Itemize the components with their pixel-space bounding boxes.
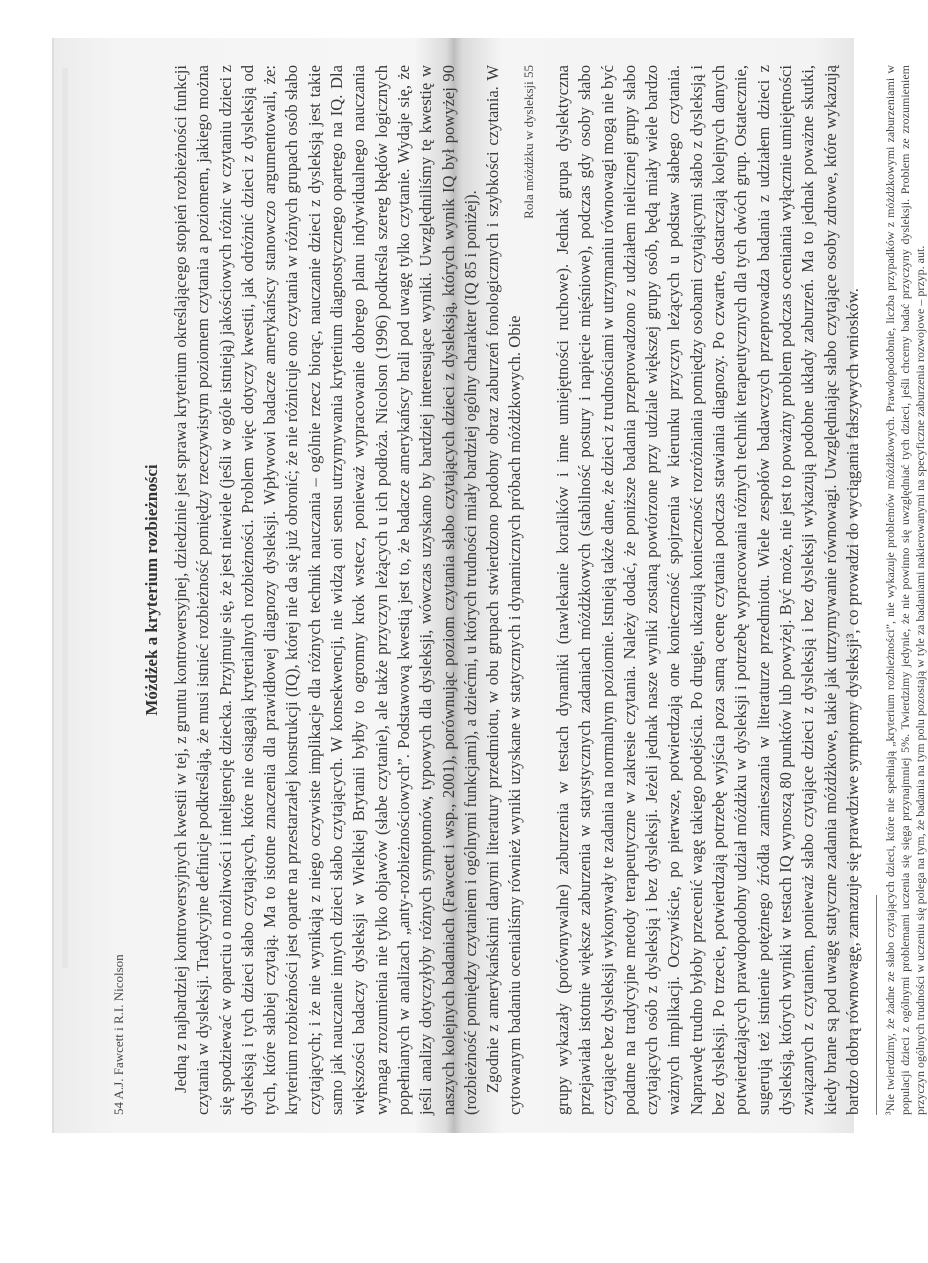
left-paragraph-2: Zgodnie z amerykańskimi danymi literatury przedmiotu, w obu grupach stwierdzono podobny obraz zaburzeń fonologicznych i szybkości czytania. W cytowanym badaniu ocenialiśmy również wyniki uzyskane w statycznych i dynamicznych próbach móżdżkowych. Obie: [483, 65, 525, 1115]
right-page: [520, 65, 928, 1115]
left-running-head: 54 A.J. Fawcett i R.I. Nicolson: [111, 954, 126, 1115]
right-paragraph-1: grupy wykazały (porównywalne) zaburzenia w testach dynamiki (nawlekanie koralików i inne umiejętności ruchowe). Jednak grupa dyslektyczna przejawiała istotnie większe zaburzenia w statystycznych zadaniach móżdżkowych (stabilność postury i napięcie mięśniowe), podczas gdy osoby słabo czytające bez dysleksji wykonywały te zadania na normalnym poziomie. Istnieją także dane, że dzieci z trudnościami w utrzymaniu równowagi mogą nie być podatne na tradycyjne metody terapeutyczne w zakresie czytania. Należy dodać, że poniższe badania przeprowadzono z udziałem nielicznej grupy słabo czytających osób z dysleksją i bez dysleksji. Jeżeli jednak nasze wyniki zostaną powtórzone przy udziale większej grupy osób, będą miały wiele bardzo ważnych implikacji. Oczywiście, po pierwsze, potwierdzają one konieczność spojrzenia w kierunku przyczyn leżących u podstaw słabego czytania. Naprawdę trudno byłoby przecenić wagę takiego podejścia. Po drugie, ukazują konieczność rozróżniania pomiędzy osobami czytającymi słabo z dysleksją i bez dysleksji. Po trzecie, potwierdzają potrzebę wyjścia poza samą ocenę czytania podczas stawiania diagnozy. Po czwarte, dostarczają kolejnych danych potwierdzających prawdopodobny udział móżdżku w dysleksji i potrzebę wypracowania różnych technik terapeutycznych dla tych dwóch grup. Ostatecznie, sugerują też istnienie potężnego źródła zamieszania w literaturze przedmiotu. Wiele zespołów badawczych przeprowadza badania z udziałem dzieci z dysleksją, których wyniki w testach IQ wynoszą 80 punktów lub powyżej. Być może, nie jest to poważny problem podczas oceniania wyłącznie umiejętności związanych z czytaniem, ponieważ słabo czytające dzieci z dysleksją i bez dysleksji wykazują podobne układy zaburzeń. Ma to jednak poważne skutki, kiedy brane są pod uwagę statyczne zadania móżdżkowe, takie jak utrzymywanie równowagi. Uwzględniając słabo czytające osoby zdrowe, które wykazują bardzo dobrą równowagę, zamazuje się prawdziwe symptomy dysleksji³, co prowadzi do wyciągania fałszywych wniosków.: [553, 65, 862, 1115]
footnote: ³Nie twierdzimy, że żadne ze słabo czytających dzieci, które nie spełniają „kryterium rozbieżności”, nie wykazuje problemów móżdżkowych. Prawdopodobnie, liczba przypadków z móżdżkowymi zaburzeniami w populacji dzieci z ogólnymi problemami uczenia się sięga przynajmniej 5%. Twierdzimy jedynie, że nie powinno się uwzględniać tych dzieci, jeśli chcemy badać przyczyny dysleksji. Problem ze zrozumieniem przyczyn ogólnych trudności w uczeniu się polega na tym, że badania na tym polu pozostają w tyle za badaniami nakierowanymi na specyficzne zaburzenia rozwojowe – przyp. aut.: [883, 65, 928, 1115]
left-paragraph-1: Jedną z najbardziej kontrowersyjnych kwestii w tej, z gruntu kontrowersyjnej, dziedzinie jest sprawa kryterium określającego stopień rozbieżności funkcji czytania w dysleksji. Tradycyjne definicje podkreślają, że musi istnieć rozbieżność pomiędzy rzeczywistym poziomem czytania a poziomem, jakiego można się spodziewać w oparciu o możliwości i inteligencję dziecka. Przyjmuje się, że jest niewiele (jeśli w ogóle istnieją) jakościowych różnic w czytaniu dzieci z dysleksją i tych dzieci słabo czytających, które nie osiągają kryterialnych rozbieżności. Problem więc dotyczy kwestii, jak odróżnić dzieci z dysleksją od tych, które słabiej czytają. Ma to istotne znaczenia dla prawidłowej diagnozy dysleksji. Wpływowi badacze amerykańscy stanowczo argumentowali, że: kryterium rozbieżności jest oparte na przestarzałej konstrukcji (IQ), której nie da się już obronić; że nie różnicuje ono czytania w różnych grupach osób słabo czytających; i że nie wynikają z niego oczywiste implikacje dla różnych technik nauczania – ogólnie rzecz biorąc, nauczanie dzieci z dysleksją jest takie samo jak nauczanie innych dzieci słabo czytających. W konsekwencji, nie widzą oni sensu utrzymywania kryterium diagnostycznego opartego na IQ. Dla większości badaczy dysleksji w Wielkiej Brytanii byłby to ogromny krok wstecz, ponieważ wypracowanie dobrego planu indywidualnego nauczania wymaga zrozumienia nie tylko objawów (słabe czytanie), ale także przyczyn leżących u ich podłoża. Nicolson (1996) podkreśla szereg błędów logicznych popełnianych w analizach „anty-rozbieżnościowych”. Podstawową kwestią jest to, że badacze amerykańscy brali pod uwagę tylko czytanie. Wydaje się, że jeśli analizy dotyczyłyby różnych symptomów, typowych dla dysleksji, wówczas uzyskano by bardziej interesujące wyniki. Uwzględniliśmy tę kwestię w naszych kolejnych badaniach (Fawcett i wsp., 2001), porównując poziom czytania słabo czytających dzieci z dysleksją, których wynik IQ był powyżej 90 (rozbieżność pomiędzy czytaniem i ogólnymi funkcjami), a dziećmi, u których trudności miały bardziej ogólny charakter (IQ 85 i poniżej).: [171, 65, 480, 1115]
section-title: Móżdżek a kryterium rozbieżności: [142, 464, 161, 716]
footnote-rule: [876, 895, 877, 1115]
right-running-head: Rola móżdżku w dysleksji 55: [521, 65, 536, 219]
margin-shadow: [62, 68, 68, 968]
left-page: [110, 65, 525, 1115]
